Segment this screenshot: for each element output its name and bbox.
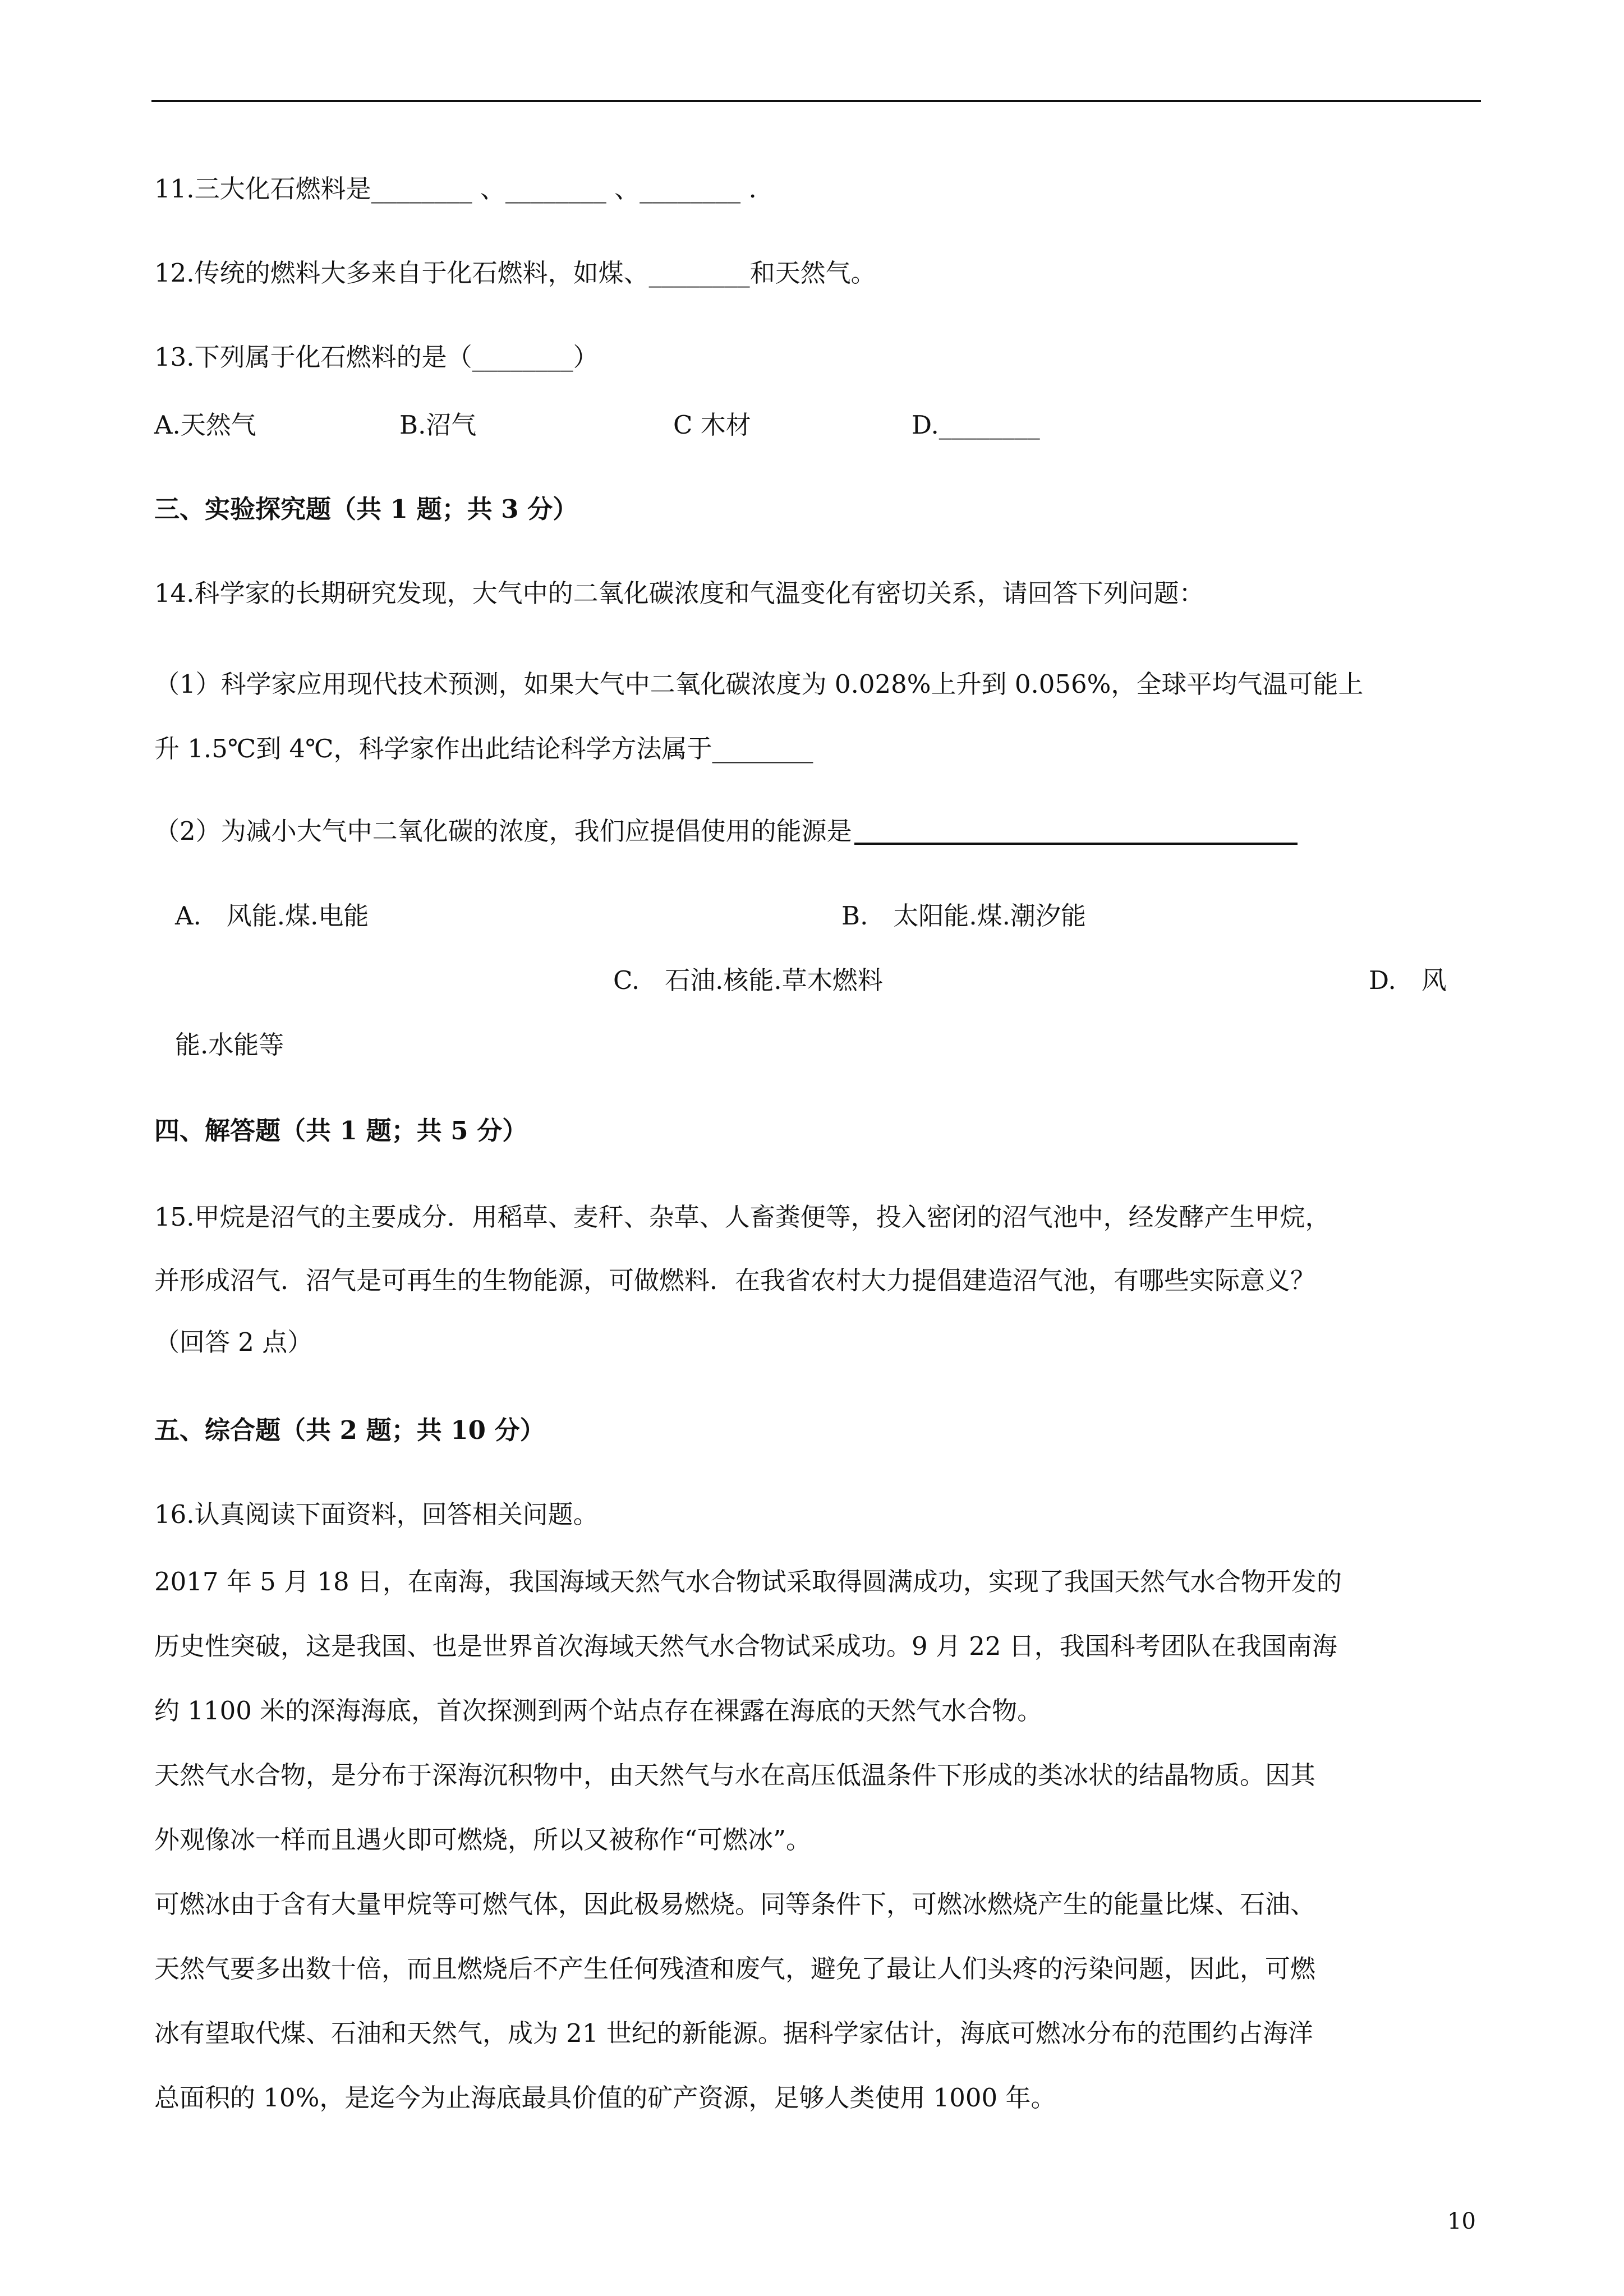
q13-option-d: D.________ [912,410,1040,440]
section-5-heading: 五、综合题（共 2 题；共 10 分） [154,1415,545,1445]
q16-para2-line2: 外观像冰一样而且遇火即可燃烧，所以又被称作“可燃冰”。 [154,1825,812,1855]
q14-part1-line2: 升 1.5℃到 4℃，科学家作出此结论科学方法属于________ [154,734,813,763]
question-12: 12.传统的燃料大多来自于化石燃料，如煤、________和天然气。 [154,258,876,288]
q16-para2-line1: 天然气水合物，是分布于深海沉积物中，由天然气与水在高压低温条件下形成的类冰状的结晶物质。因其 [154,1760,1316,1790]
q15-line1: 15.甲烷是沼气的主要成分．用稻草、麦秆、杂草、人畜粪便等，投入密闭的沼气池中，经发酵产生甲烷， [154,1202,1331,1232]
header-rule [151,100,1481,102]
question-13-stem: 13.下列属于化石燃料的是（________） [154,342,599,372]
q13-option-c: C 木材 [673,410,751,440]
q16-para1-line3: 约 1100 米的深海海底，首次探测到两个站点存在裸露在海底的天然气水合物。 [154,1696,1043,1726]
q14-option-b: B. 太阳能.煤.潮汐能 [841,901,1086,931]
answer-blank-line [854,843,1298,845]
question-14-stem: 14.科学家的长期研究发现，大气中的二氧化碳浓度和气温变化有密切关系，请回答下列问题： [154,578,1204,608]
q14-option-c: C. 石油.核能.草木燃料 [613,965,883,995]
section-4-heading: 四、解答题（共 1 题；共 5 分） [154,1116,528,1145]
q15-line2: 并形成沼气．沼气是可再生的生物能源，可做燃料．在我省农村大力提倡建造沼气池，有哪些实际意义？ [154,1266,1316,1295]
question-16-stem: 16.认真阅读下面资料，回答相关问题。 [154,1499,599,1529]
q16-para1-line1: 2017 年 5 月 18 日，在南海，我国海域天然气水合物试采取得圆满成功，实现了我国天然气水合物开发的 [154,1567,1342,1596]
q16-para1-line2: 历史性突破，这是我国、也是世界首次海域天然气水合物试采成功。9 月 22 日，我国科考团队在我国南海 [154,1631,1337,1661]
q14-option-d-end: 能.水能等 [175,1030,284,1060]
q14-part2-text: （2）为减小大气中二氧化碳的浓度，我们应提倡使用的能源是 [154,816,852,846]
q14-part2 [154,815,1298,848]
q13-option-b: B.沼气 [399,410,477,440]
question-11: 11.三大化石燃料是________ 、________ 、________ . [154,174,757,204]
page-number: 10 [1447,2208,1476,2234]
q14-part1-line1: （1）科学家应用现代技术预测，如果大气中二氧化碳浓度为 0.028%上升到 0.056%，全球平均气温可能上 [154,669,1364,699]
q16-para3-line3: 冰有望取代煤、石油和天然气，成为 21 世纪的新能源。据科学家估计，海底可燃冰分布的范围约占海洋 [154,2018,1313,2048]
q16-para3-line2: 天然气要多出数十倍，而且燃烧后不产生任何残渣和废气，避免了最让人们头疼的污染问题，因此，可燃 [154,1954,1316,1984]
q15-line3: （回答 2 点） [154,1327,313,1357]
q16-para3-line1: 可燃冰由于含有大量甲烷等可燃气体，因此极易燃烧。同等条件下，可燃冰燃烧产生的能量比煤、石油、 [154,1889,1316,1919]
q13-option-a: A.天然气 [154,410,256,440]
q14-option-d-start: D. 风 [1369,965,1447,995]
section-3-heading: 三、实验探究题（共 1 题；共 3 分） [154,494,578,524]
q14-option-a: A. 风能.煤.电能 [175,901,369,931]
q16-para3-line4: 总面积的 10%，是迄今为止海底最具价值的矿产资源，足够人类使用 1000 年。 [154,2083,1056,2113]
